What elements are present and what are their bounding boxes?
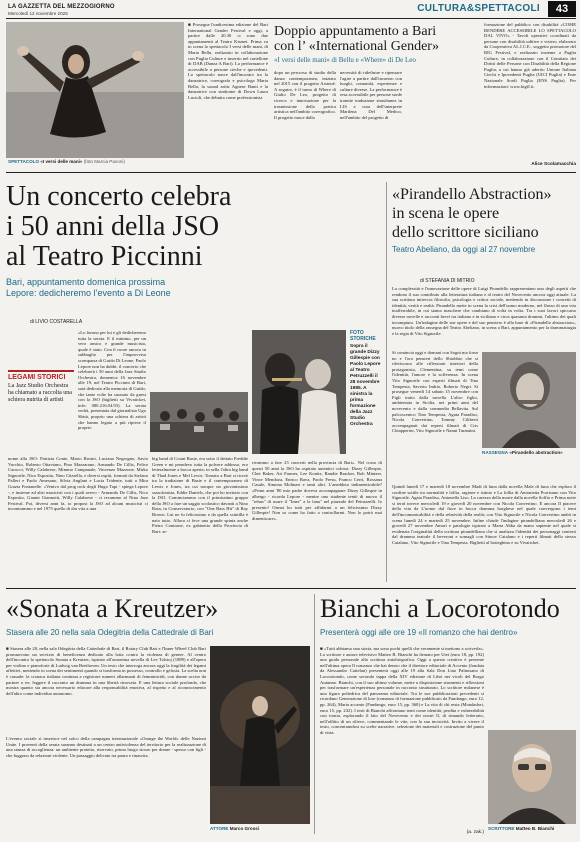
pirandello-headline-line-3: dello scrittore siciliano bbox=[392, 224, 539, 241]
top-story-column-1: ■ Prosegue l'undicesima edizione del Bari International Gender Festival e oggi, a partire dalle 20.30 ci sono due appuntamenti al Teatro Kismet. Prima va in scena lo spettacolo I versi delle mani, di Marta Bellu, realizzato in collaborazione con Puglia Culture e inserito nel cartellone di DAB (Danza A Bari). La performance è accessibile a persone cieche e ipovedenti. Lo spettacolo nasce dall'incontro tra la danzatrice, coreografa e psicologa Marta Bellu, la sound artist Agnese Banti e la danzatrice con sindrome di Down Laura Lucioli, che debutta come professionista bbox=[188, 22, 268, 100]
bianchi-caption bbox=[488, 826, 580, 831]
page-number: 43 bbox=[548, 1, 576, 17]
issue-date: Mercoledì 12 novembre 2025 bbox=[8, 11, 68, 16]
writer-portrait-image bbox=[488, 730, 576, 824]
bottom-column-divider bbox=[314, 594, 315, 834]
dance-performance-photo bbox=[6, 22, 184, 158]
gillespie-photo bbox=[252, 330, 346, 454]
jso-headline-line-2: i 50 anni della JSO bbox=[6, 211, 220, 242]
top-story-column-4: formazione del pubblico con disabilità «COME RENDERE ACCESSIBILE LO SPETTACOLO DAL VIVO» - Tavoli operativi coordinati da persone con disabilità uditive e visive» elaborato da Cooperativa AL.I.C.E., soggetto promotore del BIG Festival, e realizzato insieme a Puglia Culture, in collaborazione con il Comitato dei Diritti delle Persone con Disabilità della Regione Puglia, a cui hanno già aderito Unione Italiana Ciechi e Ipovedenti Puglia (UICI Puglia) e Ente Nazionale Sordi Puglia (ENS Puglia). Per informazioni: www.bigff.it. bbox=[484, 22, 576, 89]
pirandello-lead: La complessità e l'innovazione delle opere di Luigi Pirandello rappresentano uno degli aspetti che rendono il suo contributo alla letteratura italiana e al teatro del Novecento ancora oggi attuale. La sua scrittura intreccia filosofia, psicologia e critica sociale, mettendo in discussione i concetti di identità, verità e realtà. Pirandello mette in scena la crisi dell'uomo moderno, nel flusso di una vita inafferrabile, in cui siamo maschere che cambiano di volta in volta. Tra i suoi lavori spiccano diverse novelle e racconti brevi tra italiano e in siciliano e circa quaranta drammi, l'ultimo dei quali incompiuto. Un'indagine delle sue opere e del suo pensiero è alla base di «Pirandello abstraction», nuovo titolo della rassegna del Teatro Abeliano, in scena a Bari, appuntamento per la drammaturgia e la regia di Vito Signorile. bbox=[392, 286, 576, 336]
orchestra-image bbox=[150, 392, 248, 452]
pirandello-column-full: Quindi lunedì 17 e martedì 18 novembre Madi di luna dalla novella Male di luna che esplora il confine sottile tra normalità e follia, ragione e istinto e La follia di Antonietta Porrisano con Vito Signorile, Agata Paradiso, Antonella Liso. La carezza della morte dalla novella Soffio e Prima notte si terrà invece mercoledì 19 e giovedì 20 novembre con Nicola Convertino. E ancora Il piacere della vita da L'uomo dal fiore in bocca dramma borghese nel quale convergono i temi dell'incomunicabilità e della relatività della realtà; con Vito Signorile e Nicola Convertino andrà in scena lunedì 24 e martedì 25 novembre. Infine chiude l'indagine pirandelliana mercoledì 26 e giovedì 27 novembre Amori e patologie ispirato a Marta Abba da mano sapiente nel quale si evidenzia l'originalità della scrittura pirandelliana che si analizza l'identità dei personaggi contesti dal dramma teatrale il beveroni e somagli con Stinov Catalano e i reperti filmati dello stesso Catalano, Vito Signorile e Tina Tempesta. Biglietti al botteghino e su Vivaticket. bbox=[392, 484, 576, 545]
caption-credit: (foto Marcia Pavoni) bbox=[83, 159, 125, 164]
photo-label: FOTO STORICHE bbox=[350, 330, 376, 342]
caption-tag: RASSEGNA bbox=[482, 450, 509, 455]
locorotondo-column: ■ «Tutti abbiamo una storia, ma sono pochi quelli che veramente si mettono a scriverla». Lo scrittore e autore televisivo Matteo B. Bianchi ha firmato per Utet (euro 18, pp. 192) una guida personale alla scrittura autobiografica. Oggi a questo creativo è presente nell'ultima opera Il romanzo che hai dentro che il direttore editoriale di Accento (fondata da Alessandro Cattelan) presenterà oggi alle 19 alla Sala Don Lino Palmisano di Locorotondo, come secondo tappa della XIV edizione di Libri nei vicoli del Borgo Autunno. Bianchi, con il suo ultimo volume, mette a disposizione strumenti e riflessioni per trasformare un'esperienza personale in racconto strutturato. Lo scrittore milanese è una figura poliedrica del panorama editoriale. Tra le sue pubblicazioni precedenti si ricordano Generazione di lose (romanzo di formazione pubblicato da Fandango, euro 12, pp. 264), Maria accanto (Fandango, euro 15, pp. 360) e La vita di chi resta (Mondadori, euro 15, pp. 232). I testi di Bianchi affrontano temi come identità, perdita e vulnerabilità con ironia, esplorando il lato del Novecento e dei nostri Il, di rimando letterario, nell'affitto di un rilievo, commentando le vite, con la sua incisività. Invito a vivere il testo, concentrandosi su scelte narrative, selezione dei materiali e costruzione del punto di vista. bbox=[320, 646, 484, 735]
top-photo-caption bbox=[8, 159, 186, 164]
top-story-signature: Alice Scolamacchia bbox=[531, 162, 576, 167]
jso-byline: di LIVIO COSTARELLA bbox=[30, 319, 83, 325]
pullquote-text: La Jazz Studio Orchestra ha chiamato a raccolta una schiera nutrita di artisti bbox=[8, 383, 72, 403]
top-headline-line-1: Doppio appuntamento a Bari bbox=[274, 24, 437, 39]
top-headline-line-2: con l’ «International Gender» bbox=[274, 39, 439, 54]
jso-pullquote bbox=[8, 370, 74, 404]
jso-column-2: big band di Count Basie, era sotto il dettato Freddie Green e mi prendevo tutta la polvere addosso, ero letteralmente a bocca aperta; in sella l'altra big band di Thad Jones e Mel Lewis. Tornato a Bari si ricreò tra la tradizione di Basie e il contemporaneo di Lewis e Jones, tra cui nacque un giovanissimo sassofonista, Eddie Daniels, che poi ho invitato con la JSO. Cominciammo con il primissimo gruppo della JSO a fare un saggio scolastico davanti a Nino Rota, in Conservatorio, con "One Bass Hit" di Ray Brown. Lui ne fu felicissimo e da quella scintilla è nato tutto. Allora ci fece una grande spinta anche Pietro Controne, ex gabinetto della Provincia di Bari: ar- bbox=[152, 456, 248, 534]
photo-caption-text: Sopra il grande Dizzy Gillespie con Paolo Lepore al Teatro Petruzzelli il 28 novembre 1985. A sinistra la prima formazione della Jazz Studio Orchestra bbox=[350, 344, 381, 427]
jso-photo-caption bbox=[350, 330, 382, 428]
kreutzer-photo bbox=[210, 646, 310, 824]
bianchi-photo bbox=[488, 730, 576, 824]
pirandello-byline: di STEFANIA DI MITRIO bbox=[420, 278, 475, 284]
top-story-column-2: dopo un percorso di studio della danza contemporanea, iniziato nel 2015 con il progetto Arsinoé. A seguire, è il turno di Where di Giulio De Leo, progetto di ricerca e innovazione per la trasmissione della pratica artistica nell'ambito coreografico. Il progetto nasce dalla bbox=[274, 70, 336, 120]
pirandello-headline-line-1: «Pirandello Abstraction» bbox=[392, 186, 552, 203]
pullquote-title: LEGAMI STORICI bbox=[8, 370, 74, 381]
jso-lead-column: «Lo furono per lui e gli dedicheremo tutta la serata. E il minimo, per un vero amico e grande musicista, quale è stato. Con il cuore ancora in subbuglio per l'improvvisa scomparsa di Guido Di Leone, Paolo Lepore non ha dubbi: il concerto che celebrerà i 50 anni della Jazz Studio Orchestra, domenica 16 novembre alle 19, nel Teatro Piccinni di Bari, sarà dedicato alla memoria di Guido, che tante volte ha suonato da guest con la JSO (biglietti su Vivaticket, info: 080.216.04.93). La serata vedrà, presentata dal giornalista Ugo Sbisà, proprio una schiera di artisti che hanno legato a più riprese il proprio bbox=[78, 330, 146, 431]
pirandello-column-left: Si comincia oggi e domani con Sogni ma forse no e l'ora pensieri dello Sbiobbio che si riferiscono alle riflessioni interiori della protagonista, Clementina, su temi come l'identità, l'amore e la sofferenza. In scena Vito Signorile con esperti filmati di Tina Tempesta, Saverio Indrio, Roberto Negri. Si prosegue venerdì 14 sabato 15 novembre con Figli tratto dalla novella L'altro figlio, ambientata in Sicilia, nei primi anni del novecento e dalla commedia Bellavita. Sul palcoscenico Tina Tempesta, Agata Paradiso, Nicola Convertino, Tommy Ciliberti accompagnati dai reperti filmati di Cris Chiapperini, Vito Signorile e Nanni Tarantini. bbox=[392, 350, 478, 434]
header-rule bbox=[6, 18, 576, 19]
actor-on-stage-image bbox=[210, 646, 310, 824]
jso-column-3: rivammo a fare 25 concerti nella provincia di Bari». Nel corso di questi 50 anni la JSO ha ospitato autentici colossi: Dizzy Gillespie, Chet Baker, Art Farmer, Lee Konitz, Randie Bracker, Bob Mintzer, Vince Mendoza, Enrico Rava, Paolo Fresu, Franco Cerri, Rossana Casale, Simona Molinari e tanti altri. L'aneddoto indimenticabile? «Primi anni '80 mio padre doveva accompagnare Dizzy Gillespie in albergo - ricorda Lepore - mentre uno studente tentò di nuovo il "rebus" di usare il "Inter" a la lana" nel piazzale del Petruzzelli. Io presento! Ormai ho tutti per affidarmi a un felicissimo Dizzy Gillespie! Non so come ho fatto a controllarmi. Non lo potrò mai dimenticare». bbox=[252, 460, 382, 521]
caption-tag: SCRITTORE bbox=[488, 826, 515, 831]
bottom-section-rule bbox=[6, 588, 576, 589]
top-story-column-3: necessità di ridefinire e ripensare l'agire a partire dall'incontro con luoghi, comunità, esperienze e culture diverse. La performance è resa accessibile per persone sorde tramite traduzione simultanea in LIS a cura dell'interprete Marilena Del Medico, nell'ambito del progetto di bbox=[340, 70, 402, 120]
jso-subhead-line-1: Bari, appuntamento domenica prossima bbox=[6, 277, 166, 287]
jso-column-rest: nome alla JSO: Patrizia Conte, Mario Rosini, Luciana Negrogno, Savio Vurchio, Roberto Ottaviano, Pino Mazzarano, Armando De Cillis, Felice Cacucci, Willy Calabrese, Mimmo Campanale, Vincenzo Mazzone, Mirko Signorile, Nico Esposito, Nino Citarella, e diversi ospiti, formati da Stefano Palleri e Paolo Amesano, Silvia Anglani e Lucia Tridente, tutti a Mira Grazia Fontanelle. «Venivo dal prog rock degli Hugo Tapi - spiega Lepore -, e insieme ad altri musicisti con i quali avevo - Armando De Cillis, Nico Esposito, Gianni Giannotti, Willy Calabrese - ci recammo al Nina Jazz Festival. Poi, diversi anni fa, io proposi la JSO ad alcuni musicisti ci incontrammo e nel 1975 quello di dar vita a una bbox=[8, 456, 148, 512]
pirandello-headline-line-2: in scena le opere bbox=[392, 205, 500, 222]
caption-title: «I versi delle mani» bbox=[40, 159, 83, 164]
kreutzer-column-1: ■ Stasera alle 20, nella sala Odegitria della Cattedrale di Bari, il Rotary Club Bari e l'Inner Wheel Club Bari promuovono un servizio di beneficenza dedicato alla lotta contro la violenza di genere. Al centro dell'incontro lo spettacolo Sonata a Kreutzer, ispirato all'omonima novella di Lev Tolstoj (1889) e all'opera per violino e pianoforte di Ludwig van Beethoven. Un testo che interroga ancora oggi la fragilità dei legami affettivi, mettendo in scena dei sentimenti quando si trasforma in possesso, controllo e gelosia. La scelta non è casuale: la cronaca italiana continua a registrare numeri allarmanti di femminicidi, con donne uccise da partner o ex: leggere il racconto un dramma in una libertà ritrovata. E una lettura sociale profonda, che mostra quanto sia ancora necessario educare alla responsabilità emotiva, al rispetto e al riconoscimento dell'altro come individuo autonomo. bbox=[6, 646, 206, 696]
locorotondo-signature: (a. zak.) bbox=[466, 830, 484, 835]
pirandello-rassegna-image bbox=[482, 352, 576, 448]
dancer-image bbox=[6, 22, 184, 158]
jso-headline-line-3: al Teatro Piccinni bbox=[6, 241, 203, 272]
jso-headline-line-1: Un concerto celebra bbox=[6, 181, 232, 212]
jso-subhead-line-2: Lepore: dedicheremo l’evento a Di Leone bbox=[6, 288, 171, 298]
gillespie-lepore-image bbox=[252, 330, 346, 454]
top-subhead: «I versi delle mani» di Bellu e «Where» di De Leo bbox=[274, 56, 416, 64]
masthead: LA GAZZETTA DEL MEZZOGIORNO bbox=[8, 4, 115, 10]
kreutzer-column-2: L'evento sociale si inserisce nel solco della campagna internazionale «Orange the World» delle Nazioni Unite. I proventi della serata saranno destinati a un centro antiviolenza del territorio per la realizzazione di una stanza di accoglienza: un ambiente protetto, riservato, primo luogo sicuro per donne - spesso con figli - che fuggono da relazioni violente. Un passaggio delicato tra paura e rinascita. bbox=[6, 736, 206, 758]
kreutzer-caption bbox=[210, 826, 310, 831]
locorotondo-subhead: Presenterà oggi alle ore 19 «Il romanzo che hai dentro» bbox=[320, 628, 518, 637]
jso-historic-photo-1 bbox=[150, 392, 248, 452]
column-divider bbox=[386, 182, 387, 582]
kreutzer-subhead: Stasera alle 20 nella sala Odegitria della Cattedrale di Bari bbox=[6, 628, 214, 637]
caption-name: Marco Grossi bbox=[229, 826, 260, 831]
caption-tag: SPETTACOLO bbox=[8, 159, 40, 164]
pirandello-caption bbox=[482, 450, 578, 455]
pirandello-subhead: Teatro Abeliano, da oggi al 27 novembre bbox=[392, 245, 536, 254]
locorotondo-headline: Bianchi a Locorotondo bbox=[320, 594, 560, 623]
section-title: CULTURA&SPETTACOLI bbox=[417, 3, 540, 14]
caption-title: «Pirandello abstraction» bbox=[509, 450, 563, 455]
caption-tag: ATTORE bbox=[210, 826, 229, 831]
top-section-rule bbox=[6, 172, 576, 173]
kreutzer-headline: «Sonata a Kreutzer» bbox=[6, 594, 219, 623]
caption-name: Matteo B. Bianchi bbox=[515, 826, 555, 831]
pirandello-photo bbox=[482, 352, 576, 448]
